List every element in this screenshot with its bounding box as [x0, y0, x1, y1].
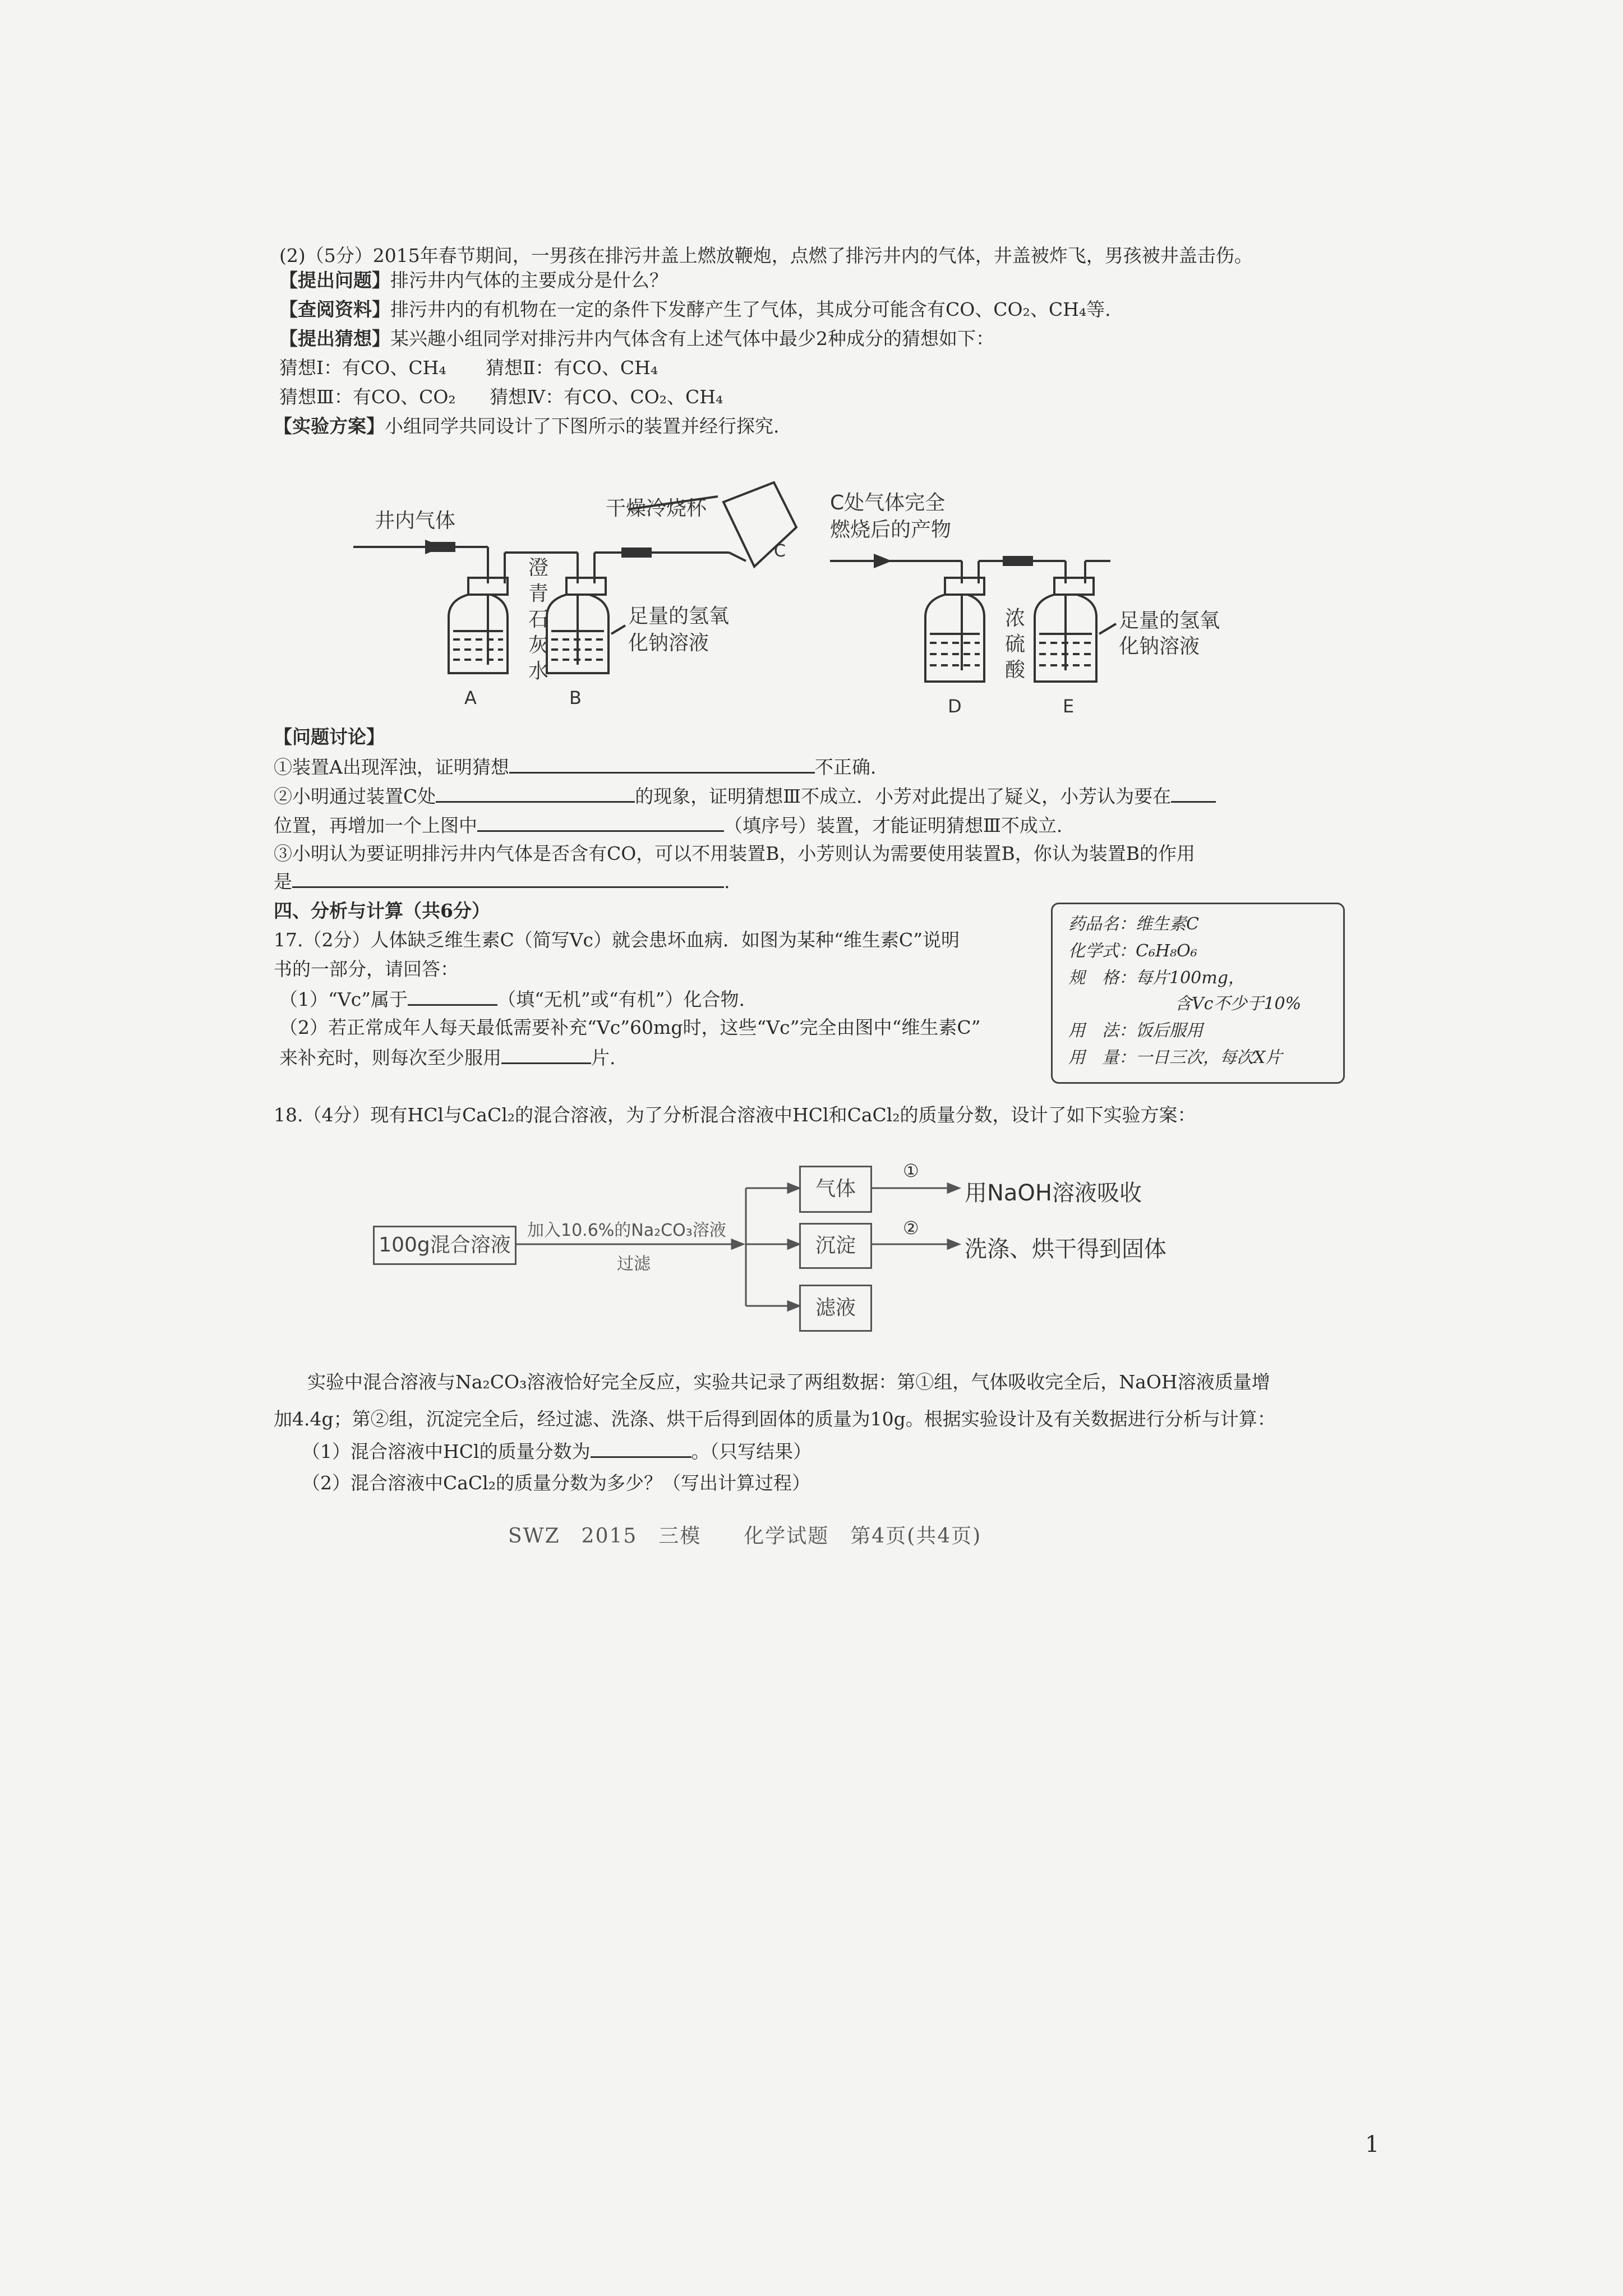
q3b-post: . — [724, 871, 730, 892]
question-text: 排污井内气体的主要成分是什么？ — [390, 269, 668, 291]
section4-title: 四、分析与计算（共6分） — [274, 900, 490, 922]
step2-marker: ② — [903, 1217, 919, 1239]
flow-arrow-top: 加入10.6%的Na₂CO₃溶液 — [527, 1221, 726, 1240]
q1-post: 不正确. — [814, 756, 877, 778]
discussion-tag: 【问题讨论】 — [274, 726, 385, 748]
step1-marker: ① — [903, 1160, 919, 1181]
discussion-q3: ③小明认为要证明排污井内气体是否含有CO，可以不用装置B，小芳则认为需要使用装置B，你认为装置B的作用 — [274, 843, 1196, 864]
q2-pre: ②小明通过装置C处 — [274, 785, 436, 807]
cup-label: 干燥冷烧杯 — [606, 497, 707, 520]
question-tag: 【提出问题】 — [279, 269, 390, 291]
q17-line1: 17.（2分）人体缺乏维生素C（简写Vc）就会患坏血病．如图为某种“维生素C”说明 — [274, 929, 960, 951]
result2-label: 洗涤、烘干得到固体 — [965, 1236, 1166, 1262]
flow-precip-box: 沉淀 — [799, 1223, 872, 1269]
products-label-a: C处气体完全 — [830, 491, 946, 514]
page-number: 1 — [1365, 2132, 1380, 2157]
q17-sub2b-pre: 来补充时，则每次至少服用 — [279, 1047, 501, 1069]
flow-filtrate-box: 滤液 — [799, 1285, 872, 1332]
limewater-char: 水 — [528, 660, 548, 683]
bottle-d-label: D — [948, 696, 962, 717]
guess-2: 猜想Ⅱ：有CO、CH₄ — [486, 357, 658, 379]
q1-pre: ①装置A出现浑浊，证明猜想 — [274, 756, 509, 778]
q2-post: 的现象，证明猜想Ⅲ不成立．小芳对此提出了疑义，小芳认为要在 — [635, 785, 1172, 807]
guess-text: 某兴趣小组同学对排污井内气体含有上述气体中最少2种成分的猜想如下： — [390, 328, 994, 349]
page-footer: SWZ 2015 三模 化学试题 第4页(共4页) — [508, 1525, 982, 1548]
flow-start-box: 100g混合溶液 — [373, 1226, 517, 1265]
intro-line: (2)（5分）2015年春节期间，一男孩在排污井盖上燃放鞭炮，点燃了排污井内的气体，井盖被炸飞，男孩被井盖击伤。 — [279, 245, 1253, 266]
info-tag: 【查阅资料】 — [279, 298, 390, 320]
drug-spec2: 含Vc不少于10% — [1175, 994, 1302, 1014]
drug-name: 药品名：维生素C — [1068, 914, 1199, 934]
guess-4: 猜想Ⅳ：有CO、CO₂、CH₄ — [490, 386, 723, 408]
drug-dosage: 用 量：一日三次，每次X片 — [1068, 1048, 1283, 1068]
q17-sub2b-post: 片. — [591, 1047, 616, 1069]
q2b-pre: 位置，再增加一个上图中 — [274, 815, 477, 836]
acid-char: 硫 — [1004, 633, 1025, 656]
plan-text: 小组同学共同设计了下图所示的装置并经行探究. — [385, 415, 780, 437]
bottle-e-label: E — [1063, 696, 1075, 717]
inlet-label: 井内气体 — [375, 509, 456, 532]
q17-sub1-post: （填“无机”或“有机”）化合物. — [497, 988, 745, 1010]
drug-usage: 用 法：饭后服用 — [1068, 1021, 1203, 1041]
drug-formula: 化学式：C₆H₈O₆ — [1068, 941, 1197, 961]
q18-blank-hcl[interactable] — [591, 1438, 691, 1458]
limewater-char: 灰 — [528, 634, 548, 657]
q18-sub1 — [302, 1438, 811, 1464]
result1-label: 用NaOH溶液吸收 — [965, 1180, 1142, 1206]
bottle-b-label: B — [569, 687, 582, 708]
flow-arrow-bottom: 过滤 — [617, 1254, 651, 1274]
guess-tag: 【提出猜想】 — [279, 328, 390, 349]
products-label-b: 燃烧后的产物 — [830, 518, 952, 541]
plan-tag: 【实验方案】 — [274, 415, 385, 437]
limewater-char: 青 — [528, 582, 548, 605]
naoh-label-2a: 足量的氢氧 — [1119, 609, 1220, 632]
q17-sub1-pre: （1）“Vc”属于 — [279, 988, 408, 1010]
flow-gas-box: 气体 — [799, 1166, 872, 1213]
q18-sub1-pre: （1）混合溶液中HCl的质量分数为 — [302, 1441, 591, 1462]
c-letter: C — [774, 541, 786, 561]
guess-3: 猜想Ⅲ：有CO、CO₂ — [279, 386, 456, 408]
bottle-a-label: A — [464, 687, 477, 708]
q18-para2: 加4.4g；第②组，沉淀完全后，经过滤、洗涤、烘干后得到固体的质量为10g。根据实验设计及有关数据进行分析与计算： — [274, 1408, 1276, 1430]
q18-sub1-post: 。（只写结果） — [691, 1441, 812, 1462]
q18-para1: 实验中混合溶液与Na₂CO₃溶液恰好完全反应，实验共记录了两组数据：第①组，气体吸收完全后，NaOH溶液质量增 — [307, 1371, 1270, 1393]
acid-char: 酸 — [1004, 659, 1025, 682]
drug-spec1: 规 格：每片100mg， — [1068, 968, 1245, 988]
naoh-label-2b: 化钠溶液 — [1119, 635, 1200, 658]
limewater-char: 澄 — [528, 556, 548, 579]
naoh-label-1a: 足量的氢氧 — [628, 605, 730, 628]
naoh-label-1b: 化钠溶液 — [628, 632, 709, 655]
q18-intro: 18.（4分）现有HCl与CaCl₂的混合溶液，为了分析混合溶液中HCl和CaCl₂的质量分数，设计了如下实验方案： — [274, 1104, 1196, 1126]
acid-char: 浓 — [1004, 607, 1025, 630]
limewater-char: 石 — [528, 608, 548, 631]
q17-line2: 书的一部分，请回答： — [274, 958, 459, 980]
q3b-pre: 是 — [274, 871, 292, 892]
q2b-post: （填序号）装置，才能证明猜想Ⅲ不成立. — [724, 815, 1063, 836]
guess-1: 猜想Ⅰ：有CO、CH₄ — [279, 357, 446, 379]
info-text: 排污井内的有机物在一定的条件下发酵产生了气体，其成分可能含有CO、CO₂、CH₄等. — [390, 298, 1111, 320]
q18-sub2: （2）混合溶液中CaCl₂的质量分数为多少？（写出计算过程） — [302, 1472, 810, 1494]
q17-sub2: （2）若正常成年人每天最低需要补充“Vc”60mg时，这些“Vc”完全由图中“维生素C” — [279, 1016, 981, 1038]
